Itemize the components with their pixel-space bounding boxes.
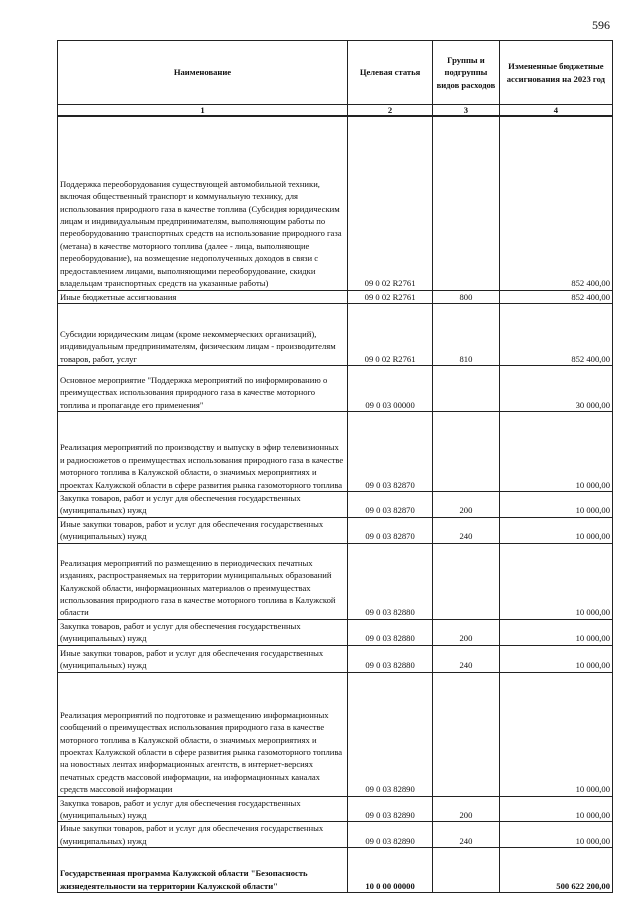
table-body [58,116,613,893]
row-name: Реализация мероприятий по подготовке и размещению информационных сообщений о преимуществах использования природного газа в качестве моторного топлива в Калужской области, о значимых мероприятиях и проектах Калужской области в сфере развития рынка газомоторного топлива на новостных лентах информационных агентств, в интернет-версиях печатных средств массовой информации, на информационных каналах средств массовой информации [58,672,348,796]
row-sum: 10 000,00 [499,517,612,543]
row-group [433,848,500,893]
row-code: 09 0 03 82880 [347,543,432,619]
row-name: Реализация мероприятий по размещению в периодических печатных изданиях, распространяемых на территории муниципальных образований Калужской области, информационных материалов о преимуществах использования природного газа в качестве моторного топлива в Калужской области [58,543,348,619]
header-sum: Измененные бюджетные ассигнования на 2023 год [499,41,612,105]
table-row [58,822,613,848]
page-number: 596 [592,18,610,32]
row-sum: 500 622 200,00 [499,848,612,893]
row-name: Основное мероприятие "Поддержка мероприятий по информированию о преимуществах использования природного газа в качестве моторного топлива и пропаганде его применения" [58,365,348,411]
budget-table [57,40,613,893]
row-name: Закупка товаров, работ и услуг для обеспечения государственных (муниципальных) нужд [58,491,348,517]
column-number: 3 [433,105,500,117]
row-code: 09 0 02 R2761 [347,303,432,365]
row-group [433,411,500,491]
row-name: Иные бюджетные ассигнования [58,290,348,303]
row-group: 800 [433,290,500,303]
row-group [433,116,500,290]
column-number: 2 [347,105,432,117]
column-number: 4 [499,105,612,117]
header-name: Наименование [58,41,348,105]
table-row [58,411,613,491]
row-code: 09 0 03 82890 [347,822,432,848]
row-sum: 852 400,00 [499,116,612,290]
row-name: Субсидии юридическим лицам (кроме некоммерческих организаций), индивидуальным предпринимателям, физическим лицам - производителям товаров, работ, услуг [58,303,348,365]
row-sum: 10 000,00 [499,411,612,491]
row-sum: 852 400,00 [499,303,612,365]
header-row [58,41,613,105]
row-sum: 852 400,00 [499,290,612,303]
table-row [58,796,613,822]
row-name: Поддержка переоборудования существующей автомобильной техники, включая общественный транспорт и коммунальную технику, для использования природного газа в качестве топлива (Субсидия юридическим лицам и индивидуальным предпринимателям, выполняющим работы по переоборудованию транспортных средств на использование природного газа (метана) в качестве моторного топлива (далее - лица, выполняющие переоборудование), на возмещение недополученных доходов в связи с предоставлением лицами, выполняющими переоборудование, скидки владельцам транспортных средств на указанные работы) [58,116,348,290]
row-sum: 10 000,00 [499,672,612,796]
row-code: 09 0 03 82870 [347,517,432,543]
row-name: Иные закупки товаров, работ и услуг для обеспечения государственных (муниципальных) нужд [58,517,348,543]
row-name: Закупка товаров, работ и услуг для обеспечения государственных (муниципальных) нужд [58,619,348,645]
row-code: 09 0 03 82880 [347,619,432,645]
row-group: 240 [433,645,500,672]
table-row [58,365,613,411]
row-sum: 10 000,00 [499,822,612,848]
row-sum: 10 000,00 [499,796,612,822]
row-code: 09 0 03 82870 [347,411,432,491]
row-code: 09 0 03 82880 [347,645,432,672]
row-name: Государственная программа Калужской области "Безопасность жизнедеятельности на территории Калужской области" [58,848,348,893]
table-row [58,619,613,645]
row-group: 240 [433,517,500,543]
table-row [58,303,613,365]
row-sum: 10 000,00 [499,645,612,672]
table-row [58,290,613,303]
header-code: Целевая статья [347,41,432,105]
row-sum: 10 000,00 [499,619,612,645]
row-group: 200 [433,491,500,517]
row-code: 09 0 03 82870 [347,491,432,517]
row-group: 200 [433,796,500,822]
row-group [433,365,500,411]
row-sum: 10 000,00 [499,491,612,517]
row-code: 09 0 03 00000 [347,365,432,411]
row-code: 09 0 03 82890 [347,672,432,796]
row-group [433,543,500,619]
header-group: Группы и подгруппы видов расходов [433,41,500,105]
table-row [58,848,613,893]
row-group [433,672,500,796]
table-row [58,116,613,290]
table-row [58,543,613,619]
row-sum: 10 000,00 [499,543,612,619]
row-code: 09 0 02 R2761 [347,290,432,303]
row-code: 09 0 02 R2761 [347,116,432,290]
column-number: 1 [58,105,348,117]
row-code: 09 0 03 82890 [347,796,432,822]
row-group: 810 [433,303,500,365]
row-group: 240 [433,822,500,848]
row-sum: 30 000,00 [499,365,612,411]
row-name: Иные закупки товаров, работ и услуг для обеспечения государственных (муниципальных) нужд [58,822,348,848]
row-name: Закупка товаров, работ и услуг для обеспечения государственных (муниципальных) нужд [58,796,348,822]
row-name: Иные закупки товаров, работ и услуг для обеспечения государственных (муниципальных) нужд [58,645,348,672]
row-code: 10 0 00 00000 [347,848,432,893]
table-row [58,491,613,517]
row-group: 200 [433,619,500,645]
table-row [58,517,613,543]
table-row [58,672,613,796]
column-number-row [58,105,613,117]
table-row [58,645,613,672]
row-name: Реализация мероприятий по производству и выпуску в эфир телевизионных и радиосюжетов о преимуществах использования природного газа в качестве моторного топлива в Калужской области, о значимых мероприятиях и проектах Калужской области в сфере развития рынка газомоторного топлива [58,411,348,491]
